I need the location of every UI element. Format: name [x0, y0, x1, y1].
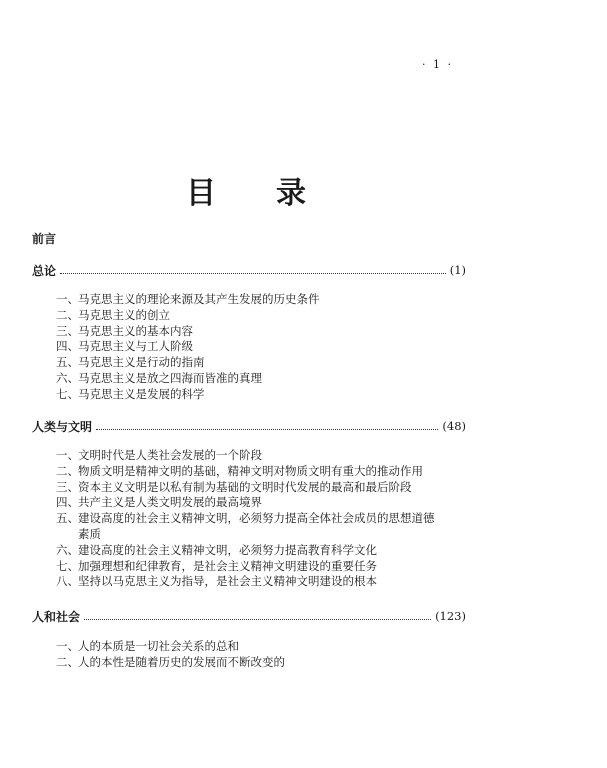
list-item: 一、文明时代是人类社会发展的一个阶段 [56, 448, 262, 462]
section-heading-overview [32, 261, 466, 279]
list-item: 二、人的本性是随着历史的发展而不断改变的 [56, 654, 285, 669]
dot-leader [60, 273, 446, 274]
list-item: 二、马克思主义的创立 [56, 307, 170, 322]
list-item: 七、马克思主义是发展的科学 [56, 386, 205, 401]
toc-title-char-2: 录 [276, 176, 306, 211]
list-item: 一、马克思主义的理论来源及其产生发展的历史条件 [56, 292, 320, 306]
list-item: 二、物质文明是精神文明的基础，精神文明对物质文明有重大的推动作用 [56, 463, 423, 478]
section-heading-humanity-civilization [32, 417, 466, 435]
preface-entry: 前言 [32, 232, 57, 246]
section-title: 人和社会 [32, 609, 81, 624]
dot-leader [84, 619, 431, 620]
list-item: 四、马克思主义与工人阶级 [56, 339, 193, 354]
dot-leader [96, 429, 438, 430]
list-item: 七、加强理想和纪律教育，是社会主义精神文明建设的重要任务 [56, 558, 377, 573]
toc-title [186, 168, 306, 212]
section-page-number: (48) [442, 419, 466, 433]
list-item-continuation: 素质 [78, 526, 101, 541]
section-page-number: (123) [435, 609, 466, 623]
list-item: 五、马克思主义是行动的指南 [56, 355, 205, 370]
list-item: 六、马克思主义是放之四海而皆准的真理 [56, 370, 262, 385]
section-item-list [56, 448, 435, 590]
section-item-list [56, 639, 285, 671]
section-heading-human-society [32, 607, 466, 625]
list-item: 六、建设高度的社会主义精神文明，必须努力提高教育科学文化 [56, 542, 377, 557]
section-title: 人类与文明 [32, 419, 93, 434]
section-item-list [56, 292, 320, 403]
page-number: · 1 · [422, 58, 453, 71]
section-title: 总论 [32, 263, 57, 278]
list-item: 三、马克思主义的基本内容 [56, 323, 193, 338]
list-item: 一、人的本质是一切社会关系的总和 [56, 639, 239, 653]
list-item: 八、坚持以马克思主义为指导，是社会主义精神文明建设的根本 [56, 574, 377, 589]
list-item: 四、共产主义是人类文明发展的最高境界 [56, 495, 262, 510]
toc-title-char-1: 目 [186, 176, 216, 211]
section-page-number: (1) [449, 263, 466, 277]
list-item: 三、资本主义文明是以私有制为基础的文明时代发展的最高和最后阶段 [56, 479, 412, 494]
list-item: 五、建设高度的社会主义精神文明，必须努力提高全体社会成员的思想道德 素质 [56, 511, 435, 541]
